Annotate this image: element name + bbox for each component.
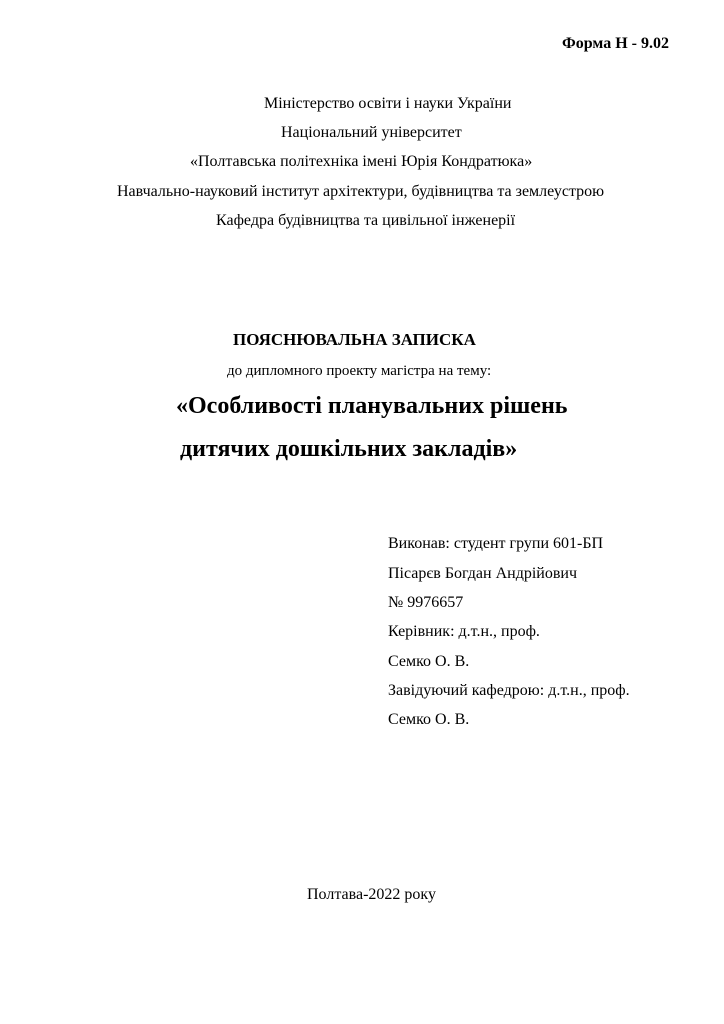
info-supervisor-name: Семко О. В. (388, 653, 470, 670)
info-head-name: Семко О. В. (388, 711, 470, 728)
topic-title-line-2: дитячих дошкільних закладів» (180, 436, 518, 462)
info-supervisor-label: Керівник: д.т.н., проф. (388, 623, 540, 640)
topic-title-line-1: «Особливості планувальних рішень (176, 393, 568, 419)
info-student-number: № 9976657 (388, 594, 464, 611)
ministry-line: Міністерство освіти і науки України (264, 95, 512, 112)
info-head-label: Завідуючий кафедрою: д.т.н., проф. (388, 682, 630, 699)
institute-line: Навчально-науковий інститут архітектури, будівництва та землеустрою (117, 183, 605, 200)
university-name-line: «Полтавська політехніка імені Юрія Кондратюка» (190, 153, 533, 170)
place-year: Полтава-2022 року (307, 886, 436, 903)
university-type-line: Національний університет (281, 124, 462, 141)
form-code: Форма Н - 9.02 (562, 35, 669, 52)
document-type-heading: ПОЯСНЮВАЛЬНА ЗАПИСКА (233, 330, 476, 349)
info-performer: Виконав: студент групи 601-БП (388, 535, 604, 552)
department-line: Кафедра будівництва та цивільної інженерії (216, 212, 516, 229)
info-student-name: Пісарєв Богдан Андрійович (388, 565, 578, 582)
document-subtitle: до дипломного проекту магістра на тему: (227, 363, 492, 379)
